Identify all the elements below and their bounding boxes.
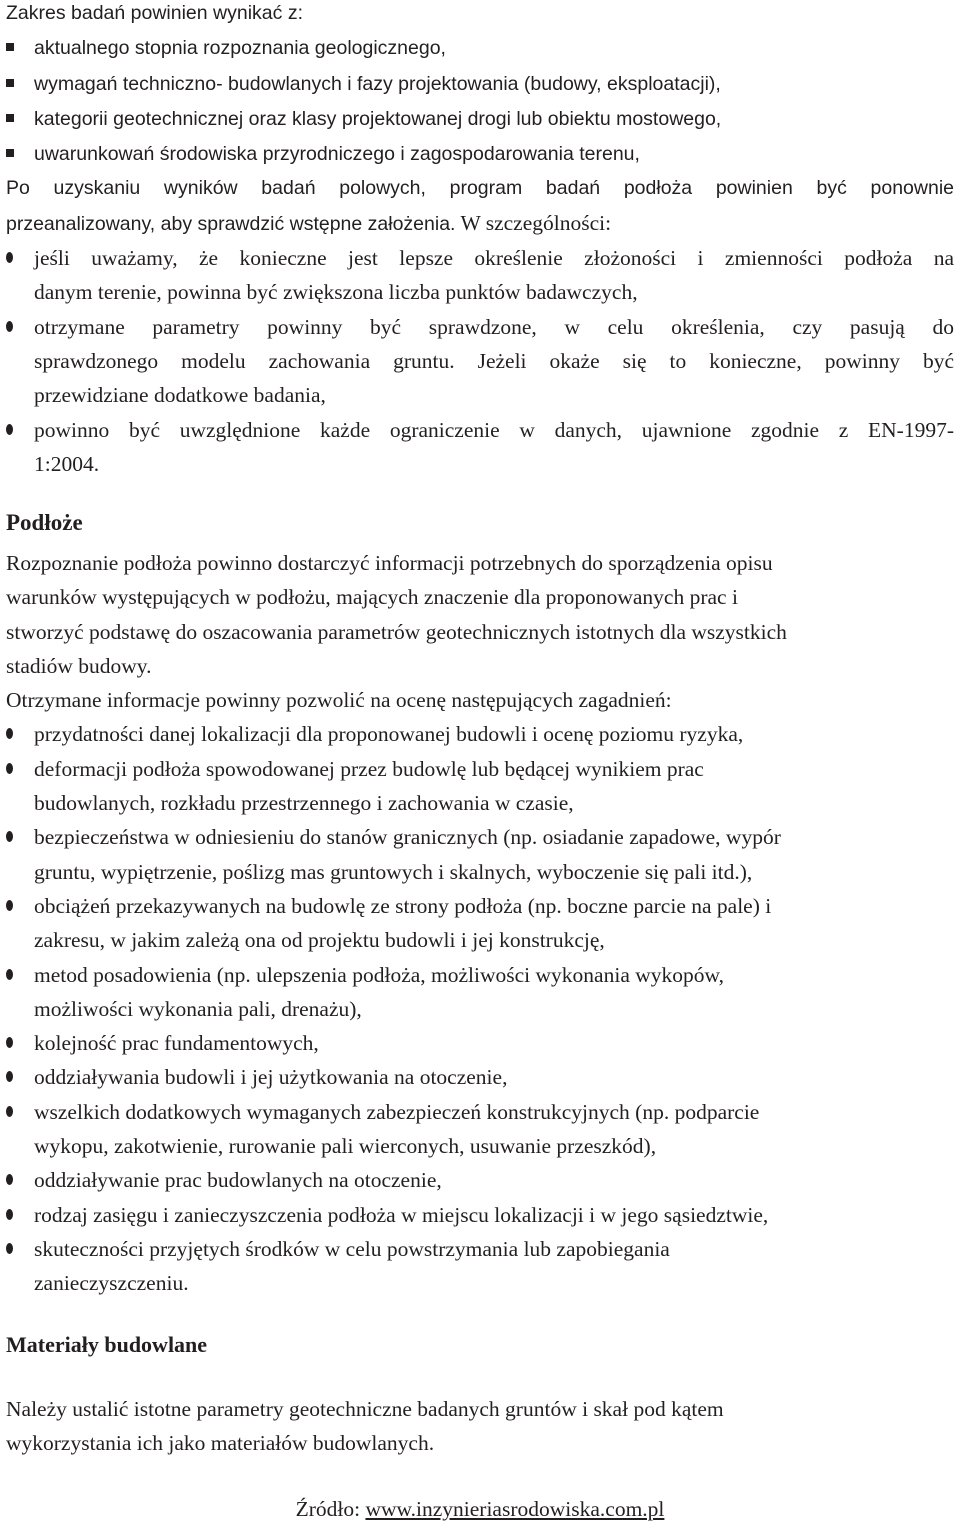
list-item: rodzaj zasięgu i zanieczyszczenia podłoża w miejscu lokalizacji i w jego sąsiedztwie,: [6, 1198, 954, 1232]
list-item: uwarunkowań środowiska przyrodniczego i zagospodarowania terenu,: [6, 136, 954, 171]
round-bullet-icon: [6, 321, 13, 332]
section-heading-materials: Materiały budowlane: [6, 1332, 208, 1357]
source-link[interactable]: www.inzynieriasrodowiska.com.pl: [365, 1497, 665, 1521]
paragraph-line: Po uzyskaniu wyników badań polowych, program badań podłoża powinien być ponownie: [6, 177, 954, 200]
round-bullet-icon: [6, 1243, 13, 1254]
podloze-paragraph: Rozpoznanie podłoża powinno dostarczyć informacji potrzebnych do sporządzenia opisu warunków występujących w podłożu, mających znaczenie dla proponowanych prac i stworzyć podstawę do oszacowania parametrów geotechnicznych istotnych dla wszystkich stadiów budowy.: [6, 551, 787, 678]
list-item: wszelkich dodatkowych wymaganych zabezpieczeń konstrukcyjnych (np. podparcie wykopu, zakotwienie, rurowanie pali wierconych, usuwanie przeszkód),: [6, 1095, 954, 1164]
list-item: oddziaływanie prac budowlanych na otoczenie,: [6, 1163, 954, 1197]
materials-section: [6, 1328, 954, 1461]
round-bullet-icon: [6, 1174, 13, 1185]
program-paragraph: [6, 171, 954, 241]
round-bullet-icon: [6, 831, 13, 842]
round-bullet-icon: [6, 728, 13, 739]
scope-intro: Zakres badań powinien wynikać z:: [6, 2, 303, 24]
list-item: powinno być uwzględnione każde ograniczenie w danych, ujawnione zgodnie z EN-1997- 1:2004.: [6, 413, 954, 482]
list-item: jeśli uważamy, że konieczne jest lepsze określenie złożoności i zmienności podłoża na danym terenie, powinna być zwiększona liczba punktów badawczych,: [6, 241, 954, 310]
list-item: aktualnego stopnia rozpoznania geologicznego,: [6, 30, 954, 65]
list-item: kategorii geotechnicznej oraz klasy projektowanej drogi lub obiektu mostowego,: [6, 101, 954, 136]
round-bullet-icon: [6, 1071, 13, 1082]
list-item: deformacji podłoża spowodowanej przez budowlę lub będącej wynikiem prac budowlanych, rozkładu przestrzennego i zachowania w czasie,: [6, 752, 954, 821]
list-item: przydatności danej lokalizacji dla proponowanej budowli i ocenę poziomu ryzyka,: [6, 717, 954, 751]
list-item: bezpieczeństwa w odniesieniu do stanów granicznych (np. osiadanie zapadowe, wypór gruntu, wypiętrzenie, poślizg mas gruntowych i skalnych, wyboczenie się pali itd.),: [6, 820, 954, 889]
list-item: otrzymane parametry powinny być sprawdzone, w celu określenia, czy pasują do sprawdzonego modelu zachowania gruntu. Jeżeli okaże się to konieczne, powinny być przewidziane dodatkowe badania,: [6, 310, 954, 413]
source-footer: [0, 1494, 960, 1524]
scope-list: [6, 30, 954, 171]
round-bullet-icon: [6, 252, 13, 263]
list-item: metod posadowienia (np. ulepszenia podłoża, możliwości wykonania wykopów, możliwości wykonania pali, drenażu),: [6, 958, 954, 1027]
round-bullet-icon: [6, 1209, 13, 1220]
round-bullet-icon: [6, 969, 13, 980]
list-item: wymagań techniczno- budowlanych i fazy projektowania (budowy, eksploatacji),: [6, 66, 954, 101]
round-bullet-icon: [6, 1106, 13, 1117]
paragraph-line: przeanalizowany, aby sprawdzić wstępne założenia. W szczególności:: [6, 210, 612, 235]
square-bullet-icon: [6, 43, 14, 51]
source-label: Źródło:: [295, 1497, 366, 1521]
list-item: oddziaływania budowli i jej użytkowania na otoczenie,: [6, 1060, 954, 1094]
list-item: obciążeń przekazywanych na budowlę ze strony podłoża (np. boczne parcie na pale) i zakresu, w jakim zależą ona od projektu budowli i jej konstrukcję,: [6, 889, 954, 958]
round-bullet-icon: [6, 424, 13, 435]
podloze-section: [6, 506, 954, 1301]
section-heading-podloze: Podłoże: [6, 510, 83, 535]
round-bullet-icon: [6, 763, 13, 774]
square-bullet-icon: [6, 114, 14, 122]
round-bullet-icon: [6, 1037, 13, 1048]
assessment-list: [6, 717, 954, 1300]
scope-section: [6, 0, 954, 481]
square-bullet-icon: [6, 79, 14, 87]
list-item: kolejność prac fundamentowych,: [6, 1026, 954, 1060]
list-item: skuteczności przyjętych środków w celu powstrzymania lub zapobiegania zanieczyszczeniu.: [6, 1232, 954, 1301]
round-bullet-icon: [6, 900, 13, 911]
podloze-intro: Otrzymane informacje powinny pozwolić na ocenę następujących zagadnień:: [6, 688, 672, 713]
square-bullet-icon: [6, 149, 14, 157]
materials-paragraph: Należy ustalić istotne parametry geotechniczne badanych gruntów i skał pod kątem wykorzystania ich jako materiałów budowlanych.: [6, 1397, 724, 1456]
check-list: [6, 241, 954, 481]
